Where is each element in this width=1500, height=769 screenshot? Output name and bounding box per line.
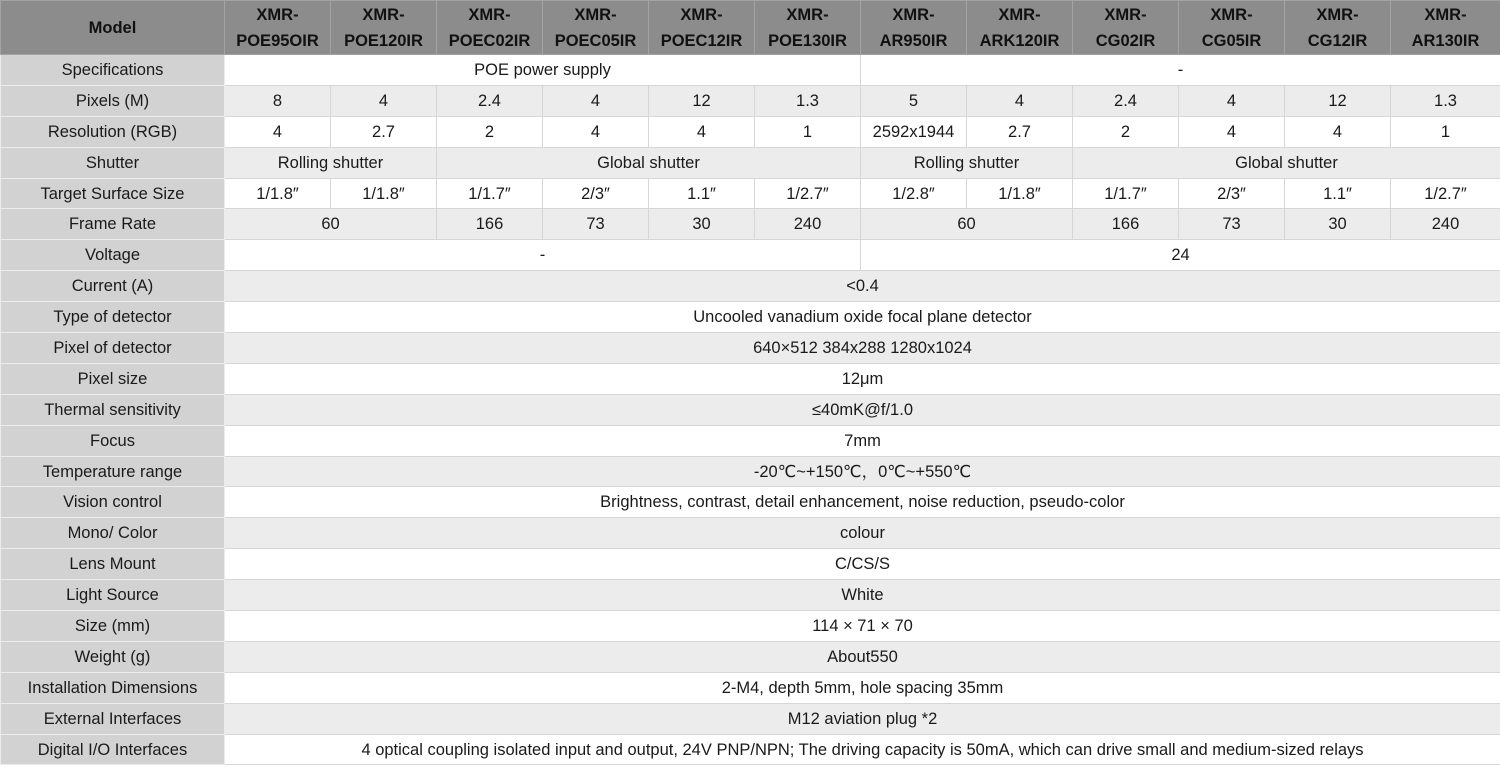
spec-label: Weight (g) [1, 641, 225, 672]
model-column-header: XMR- POE95OIR [225, 1, 331, 55]
spec-value: 24 [861, 240, 1500, 271]
spec-row [1, 703, 1500, 734]
spec-value: 240 [1391, 209, 1500, 240]
spec-value: 1/2.8″ [861, 178, 967, 209]
spec-label: Current (A) [1, 271, 225, 302]
spec-label: Resolution (RGB) [1, 116, 225, 147]
spec-value: 1.3 [1391, 85, 1500, 116]
model-column-header: XMR- CG05IR [1179, 1, 1285, 55]
spec-label: Voltage [1, 240, 225, 271]
spec-label: Mono/ Color [1, 518, 225, 549]
spec-row [1, 302, 1500, 333]
header-row [1, 1, 1500, 55]
spec-row [1, 147, 1500, 178]
spec-value: 2592x1944 [861, 116, 967, 147]
spec-row [1, 178, 1500, 209]
spec-row [1, 518, 1500, 549]
spec-value: 7mm [225, 425, 1500, 456]
spec-value: 240 [755, 209, 861, 240]
spec-value: 2 [1073, 116, 1179, 147]
spec-value: ≤40mK@f/1.0 [225, 394, 1500, 425]
spec-value: Global shutter [437, 147, 861, 178]
spec-label: Specifications [1, 55, 225, 86]
spec-label: Pixel of detector [1, 333, 225, 364]
spec-value: <0.4 [225, 271, 1500, 302]
model-column-header: XMR- POEC12IR [649, 1, 755, 55]
spec-value: 1 [1391, 116, 1500, 147]
spec-label: Shutter [1, 147, 225, 178]
spec-row [1, 456, 1500, 487]
model-header: Model [1, 1, 225, 55]
spec-value: 1/1.7″ [1073, 178, 1179, 209]
model-column-header: XMR- POE120IR [331, 1, 437, 55]
spec-value: Uncooled vanadium oxide focal plane detector [225, 302, 1500, 333]
spec-label: Size (mm) [1, 611, 225, 642]
spec-value: 8 [225, 85, 331, 116]
spec-value: 1/1.8″ [331, 178, 437, 209]
spec-row [1, 55, 1500, 86]
spec-value: 4 [543, 116, 649, 147]
spec-label: Vision control [1, 487, 225, 518]
spec-value: -20℃~+150℃，0℃~+550℃ [225, 456, 1500, 487]
spec-row [1, 611, 1500, 642]
spec-value: 2/3″ [1179, 178, 1285, 209]
spec-value: 4 [543, 85, 649, 116]
model-column-header: XMR- POEC05IR [543, 1, 649, 55]
spec-label: External Interfaces [1, 703, 225, 734]
model-column-header: XMR- ARK120IR [967, 1, 1073, 55]
spec-value: Rolling shutter [225, 147, 437, 178]
spec-label: Lens Mount [1, 549, 225, 580]
spec-value: 12 [649, 85, 755, 116]
spec-label: Light Source [1, 580, 225, 611]
spec-label: Temperature range [1, 456, 225, 487]
spec-value: 2 [437, 116, 543, 147]
spec-label: Installation Dimensions [1, 672, 225, 703]
spec-value: 1/2.7″ [1391, 178, 1500, 209]
spec-value: 166 [1073, 209, 1179, 240]
spec-value: colour [225, 518, 1500, 549]
spec-row [1, 209, 1500, 240]
spec-value: 114 × 71 × 70 [225, 611, 1500, 642]
spec-label: Target Surface Size [1, 178, 225, 209]
model-column-header: XMR- CG02IR [1073, 1, 1179, 55]
spec-label: Pixel size [1, 363, 225, 394]
spec-value: 4 [967, 85, 1073, 116]
spec-row [1, 240, 1500, 271]
spec-value: 12 [1285, 85, 1391, 116]
spec-body [1, 55, 1500, 765]
spec-value: 4 [225, 116, 331, 147]
spec-row [1, 549, 1500, 580]
spec-value: 2/3″ [543, 178, 649, 209]
spec-row [1, 641, 1500, 672]
spec-value: 1 [755, 116, 861, 147]
spec-value: 5 [861, 85, 967, 116]
spec-row [1, 487, 1500, 518]
spec-value: 1/1.8″ [225, 178, 331, 209]
spec-value: 4 [1285, 116, 1391, 147]
spec-value: 1.1″ [649, 178, 755, 209]
spec-value: 4 optical coupling isolated input and output, 24V PNP/NPN; The driving capacity is 50mA, which can drive small and medium-sized relays [225, 734, 1500, 765]
spec-row [1, 734, 1500, 765]
spec-value: 2.4 [437, 85, 543, 116]
spec-value: 30 [649, 209, 755, 240]
model-column-header: XMR- POEC02IR [437, 1, 543, 55]
spec-label: Focus [1, 425, 225, 456]
spec-value: 1.3 [755, 85, 861, 116]
spec-value: Rolling shutter [861, 147, 1073, 178]
spec-value: C/CS/S [225, 549, 1500, 580]
spec-value: 1/1.7″ [437, 178, 543, 209]
spec-row [1, 271, 1500, 302]
spec-value: About550 [225, 641, 1500, 672]
spec-value: 4 [331, 85, 437, 116]
spec-value: White [225, 580, 1500, 611]
spec-value: 2.7 [331, 116, 437, 147]
spec-value: 1/2.7″ [755, 178, 861, 209]
spec-row [1, 363, 1500, 394]
spec-value: 60 [861, 209, 1073, 240]
spec-value: 4 [1179, 116, 1285, 147]
spec-value: 1.1″ [1285, 178, 1391, 209]
spec-row [1, 85, 1500, 116]
spec-value: 2.7 [967, 116, 1073, 147]
spec-value: 166 [437, 209, 543, 240]
spec-value: 2-M4, depth 5mm, hole spacing 35mm [225, 672, 1500, 703]
spec-value: 60 [225, 209, 437, 240]
spec-row [1, 333, 1500, 364]
spec-label: Frame Rate [1, 209, 225, 240]
spec-value: 640×512 384x288 1280x1024 [225, 333, 1500, 364]
spec-row [1, 425, 1500, 456]
model-column-header: XMR- AR950IR [861, 1, 967, 55]
model-column-header: XMR- CG12IR [1285, 1, 1391, 55]
spec-value: Global shutter [1073, 147, 1500, 178]
model-column-header: XMR- AR130IR [1391, 1, 1500, 55]
spec-value: 30 [1285, 209, 1391, 240]
spec-row [1, 580, 1500, 611]
spec-value: 4 [1179, 85, 1285, 116]
spec-label: Digital I/O Interfaces [1, 734, 225, 765]
spec-value: 73 [1179, 209, 1285, 240]
spec-value: Brightness, contrast, detail enhancement, noise reduction, pseudo-color [225, 487, 1500, 518]
spec-value: M12 aviation plug *2 [225, 703, 1500, 734]
spec-label: Thermal sensitivity [1, 394, 225, 425]
spec-row [1, 394, 1500, 425]
spec-value: - [861, 55, 1500, 86]
spec-value: POE power supply [225, 55, 861, 86]
spec-value: 73 [543, 209, 649, 240]
spec-value: 4 [649, 116, 755, 147]
spec-row [1, 116, 1500, 147]
spec-row [1, 672, 1500, 703]
spec-value: 1/1.8″ [967, 178, 1073, 209]
spec-value: 12μm [225, 363, 1500, 394]
spec-label: Pixels (M) [1, 85, 225, 116]
spec-label: Type of detector [1, 302, 225, 333]
spec-value: - [225, 240, 861, 271]
spec-value: 2.4 [1073, 85, 1179, 116]
model-column-header: XMR- POE130IR [755, 1, 861, 55]
